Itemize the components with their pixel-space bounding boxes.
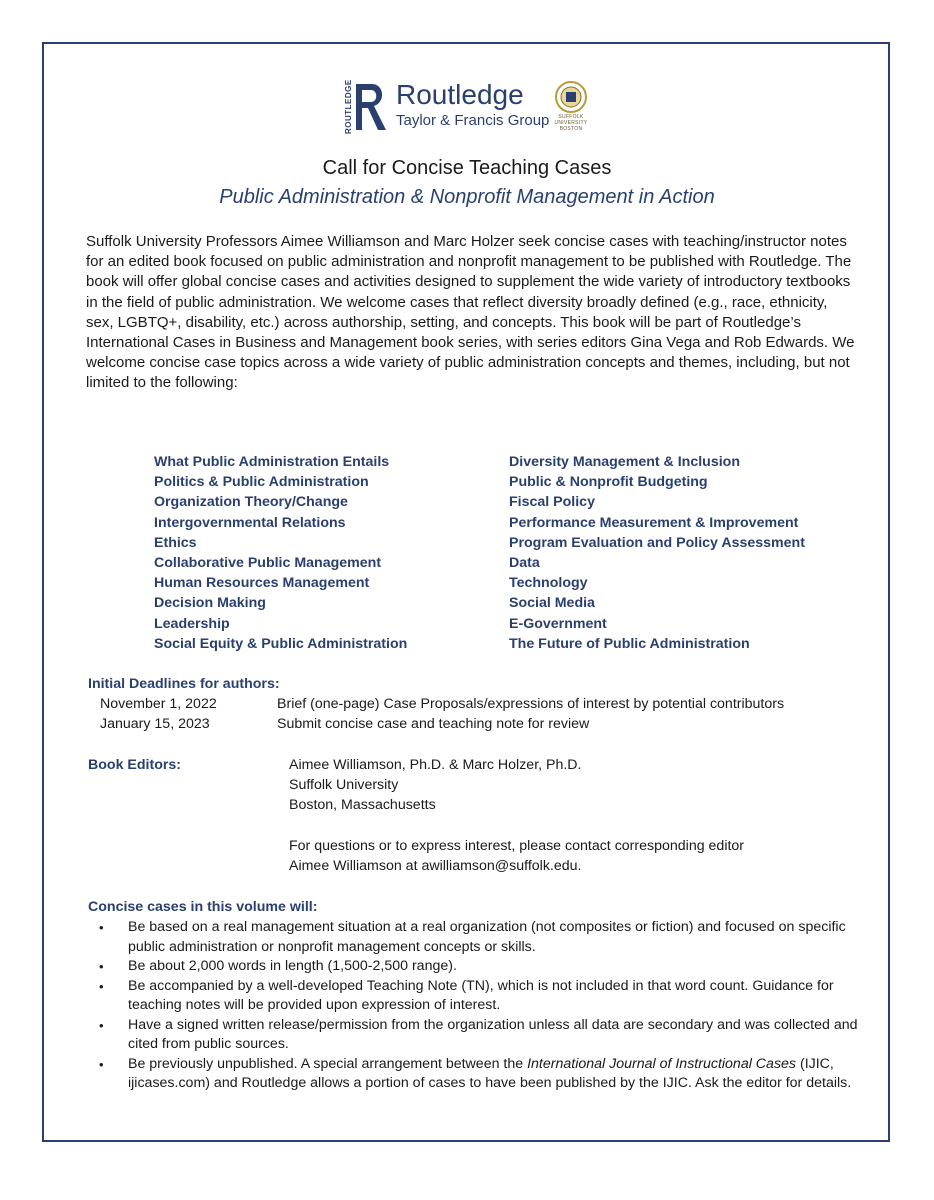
routledge-vertical-text: ROUTLEDGE: [344, 79, 353, 134]
contact-line: Aimee Williamson at awilliamson@suffolk.edu.: [289, 858, 582, 874]
bullet-text: Have a signed written release/permission from the organization unless all data are secondary and was collected and cited from public sources.: [128, 1016, 858, 1052]
cases-bullet-list: [99, 918, 869, 1094]
deadline-date: January 15, 2023: [100, 716, 210, 732]
topic-item: Data: [509, 555, 540, 572]
bullet-icon: •: [99, 1056, 104, 1072]
deadline-text: Brief (one-page) Case Proposals/expressions of interest by potential contributors: [277, 696, 785, 712]
deadline-date: November 1, 2022: [100, 696, 217, 712]
deadline-text: Submit concise case and teaching note for review: [277, 716, 590, 732]
topic-item: Ethics: [154, 534, 197, 551]
topic-item: Leadership: [154, 615, 230, 632]
journal-name: International Journal of Instructional Cases: [527, 1055, 797, 1072]
topic-item: The Future of Public Administration: [509, 635, 750, 652]
editor-location: Boston, Massachusetts: [289, 797, 436, 813]
topic-item: Decision Making: [154, 595, 266, 612]
page-subtitle: Public Administration & Nonprofit Management in Action: [219, 186, 715, 208]
topic-item: Performance Measurement & Improvement: [509, 514, 799, 531]
list-item: [99, 977, 869, 1016]
bullet-text-part: (IJIC, ijicases.com) and Routledge allows a portion of cases to have been published by the IJIC. Ask the editor for details.: [128, 1055, 852, 1091]
topic-item: Collaborative Public Management: [154, 555, 382, 572]
bullet-text: Be about 2,000 words in length (1,500-2,500 range).: [128, 958, 457, 974]
topic-item: Social Equity & Public Administration: [154, 635, 408, 652]
topic-item: Organization Theory/Change: [154, 494, 348, 511]
bullet-icon: •: [99, 959, 104, 974]
list-item: [99, 957, 869, 977]
topic-item: Politics & Public Administration: [154, 474, 369, 491]
bullet-text-part: Be previously unpublished. A special arrangement between the: [128, 1055, 528, 1072]
editor-names: Aimee Williamson, Ph.D. & Marc Holzer, Ph.D.: [289, 757, 582, 773]
bullet-icon: •: [99, 1017, 104, 1033]
topic-item: Diversity Management & Inclusion: [509, 454, 740, 470]
cases-heading: Concise cases in this volume will:: [88, 899, 318, 915]
topic-item: Program Evaluation and Policy Assessment: [509, 534, 805, 551]
topic-item: Intergovernmental Relations: [154, 514, 346, 531]
editors-heading: Book Editors:: [88, 757, 182, 773]
bullet-text: Be based on a real management situation at a real organization (not composites or fiction) and focused on specific public administration or nonprofit management concepts or skills.: [128, 919, 846, 955]
bullet-text: Be accompanied by a well-developed Teaching Note (TN), which is not included in that word count. Guidance for teaching notes will be provided upon expression of interest.: [128, 977, 834, 1013]
seal-caption: SUFFOLK UNIVERSITY BOSTON: [554, 114, 588, 132]
list-item: [99, 1016, 869, 1055]
topic-item: Human Resources Management: [154, 575, 370, 592]
topics-left-list: [154, 452, 407, 654]
intro-paragraph: Suffolk University Professors Aimee Williamson and Marc Holzer seek concise cases with teaching/instructor notes for an edited book focused on public administration and nonprofit management to be published with Routledge. The book will offer global concise cases and activities designed to supplement the wide variety of introductory textbooks in the field of public administration. We welcome cases that reflect diversity broadly defined (e.g., race, ethnicity, sex, LGBTQ+, disability, etc.) across authorship, setting, and concepts. This book will be part of Routledge’s International Cases in Business and Management book series, with series editors Gina Vega and Rob Edwards. We welcome concise case topics across a wide variety of public administration concepts and themes, including, but not limited to the following:: [86, 233, 855, 392]
topic-item: Fiscal Policy: [509, 494, 595, 511]
brand-subtitle: Taylor & Francis Group: [396, 112, 550, 129]
topic-item: Technology: [509, 575, 588, 592]
editor-university: Suffolk University: [289, 777, 399, 793]
brand-name: Routledge: [396, 79, 524, 110]
bullet-icon: •: [99, 920, 104, 935]
suffolk-seal-icon: [554, 80, 588, 114]
topic-item: E-Government: [509, 615, 607, 632]
topic-item: Public & Nonprofit Budgeting: [509, 474, 708, 491]
page-title: Call for Concise Teaching Cases: [322, 157, 612, 179]
contact-line: For questions or to express interest, please contact corresponding editor: [289, 838, 745, 854]
topic-item: What Public Administration Entails: [154, 454, 390, 470]
logo-row: [0, 78, 934, 138]
topics-right-list: [509, 452, 805, 654]
bullet-icon: •: [99, 978, 104, 994]
list-item: [99, 1055, 869, 1094]
deadlines-heading: Initial Deadlines for authors:: [88, 676, 280, 692]
bullet-text: [128, 1056, 851, 1092]
list-item: [99, 918, 869, 957]
topic-item: Social Media: [509, 595, 595, 612]
